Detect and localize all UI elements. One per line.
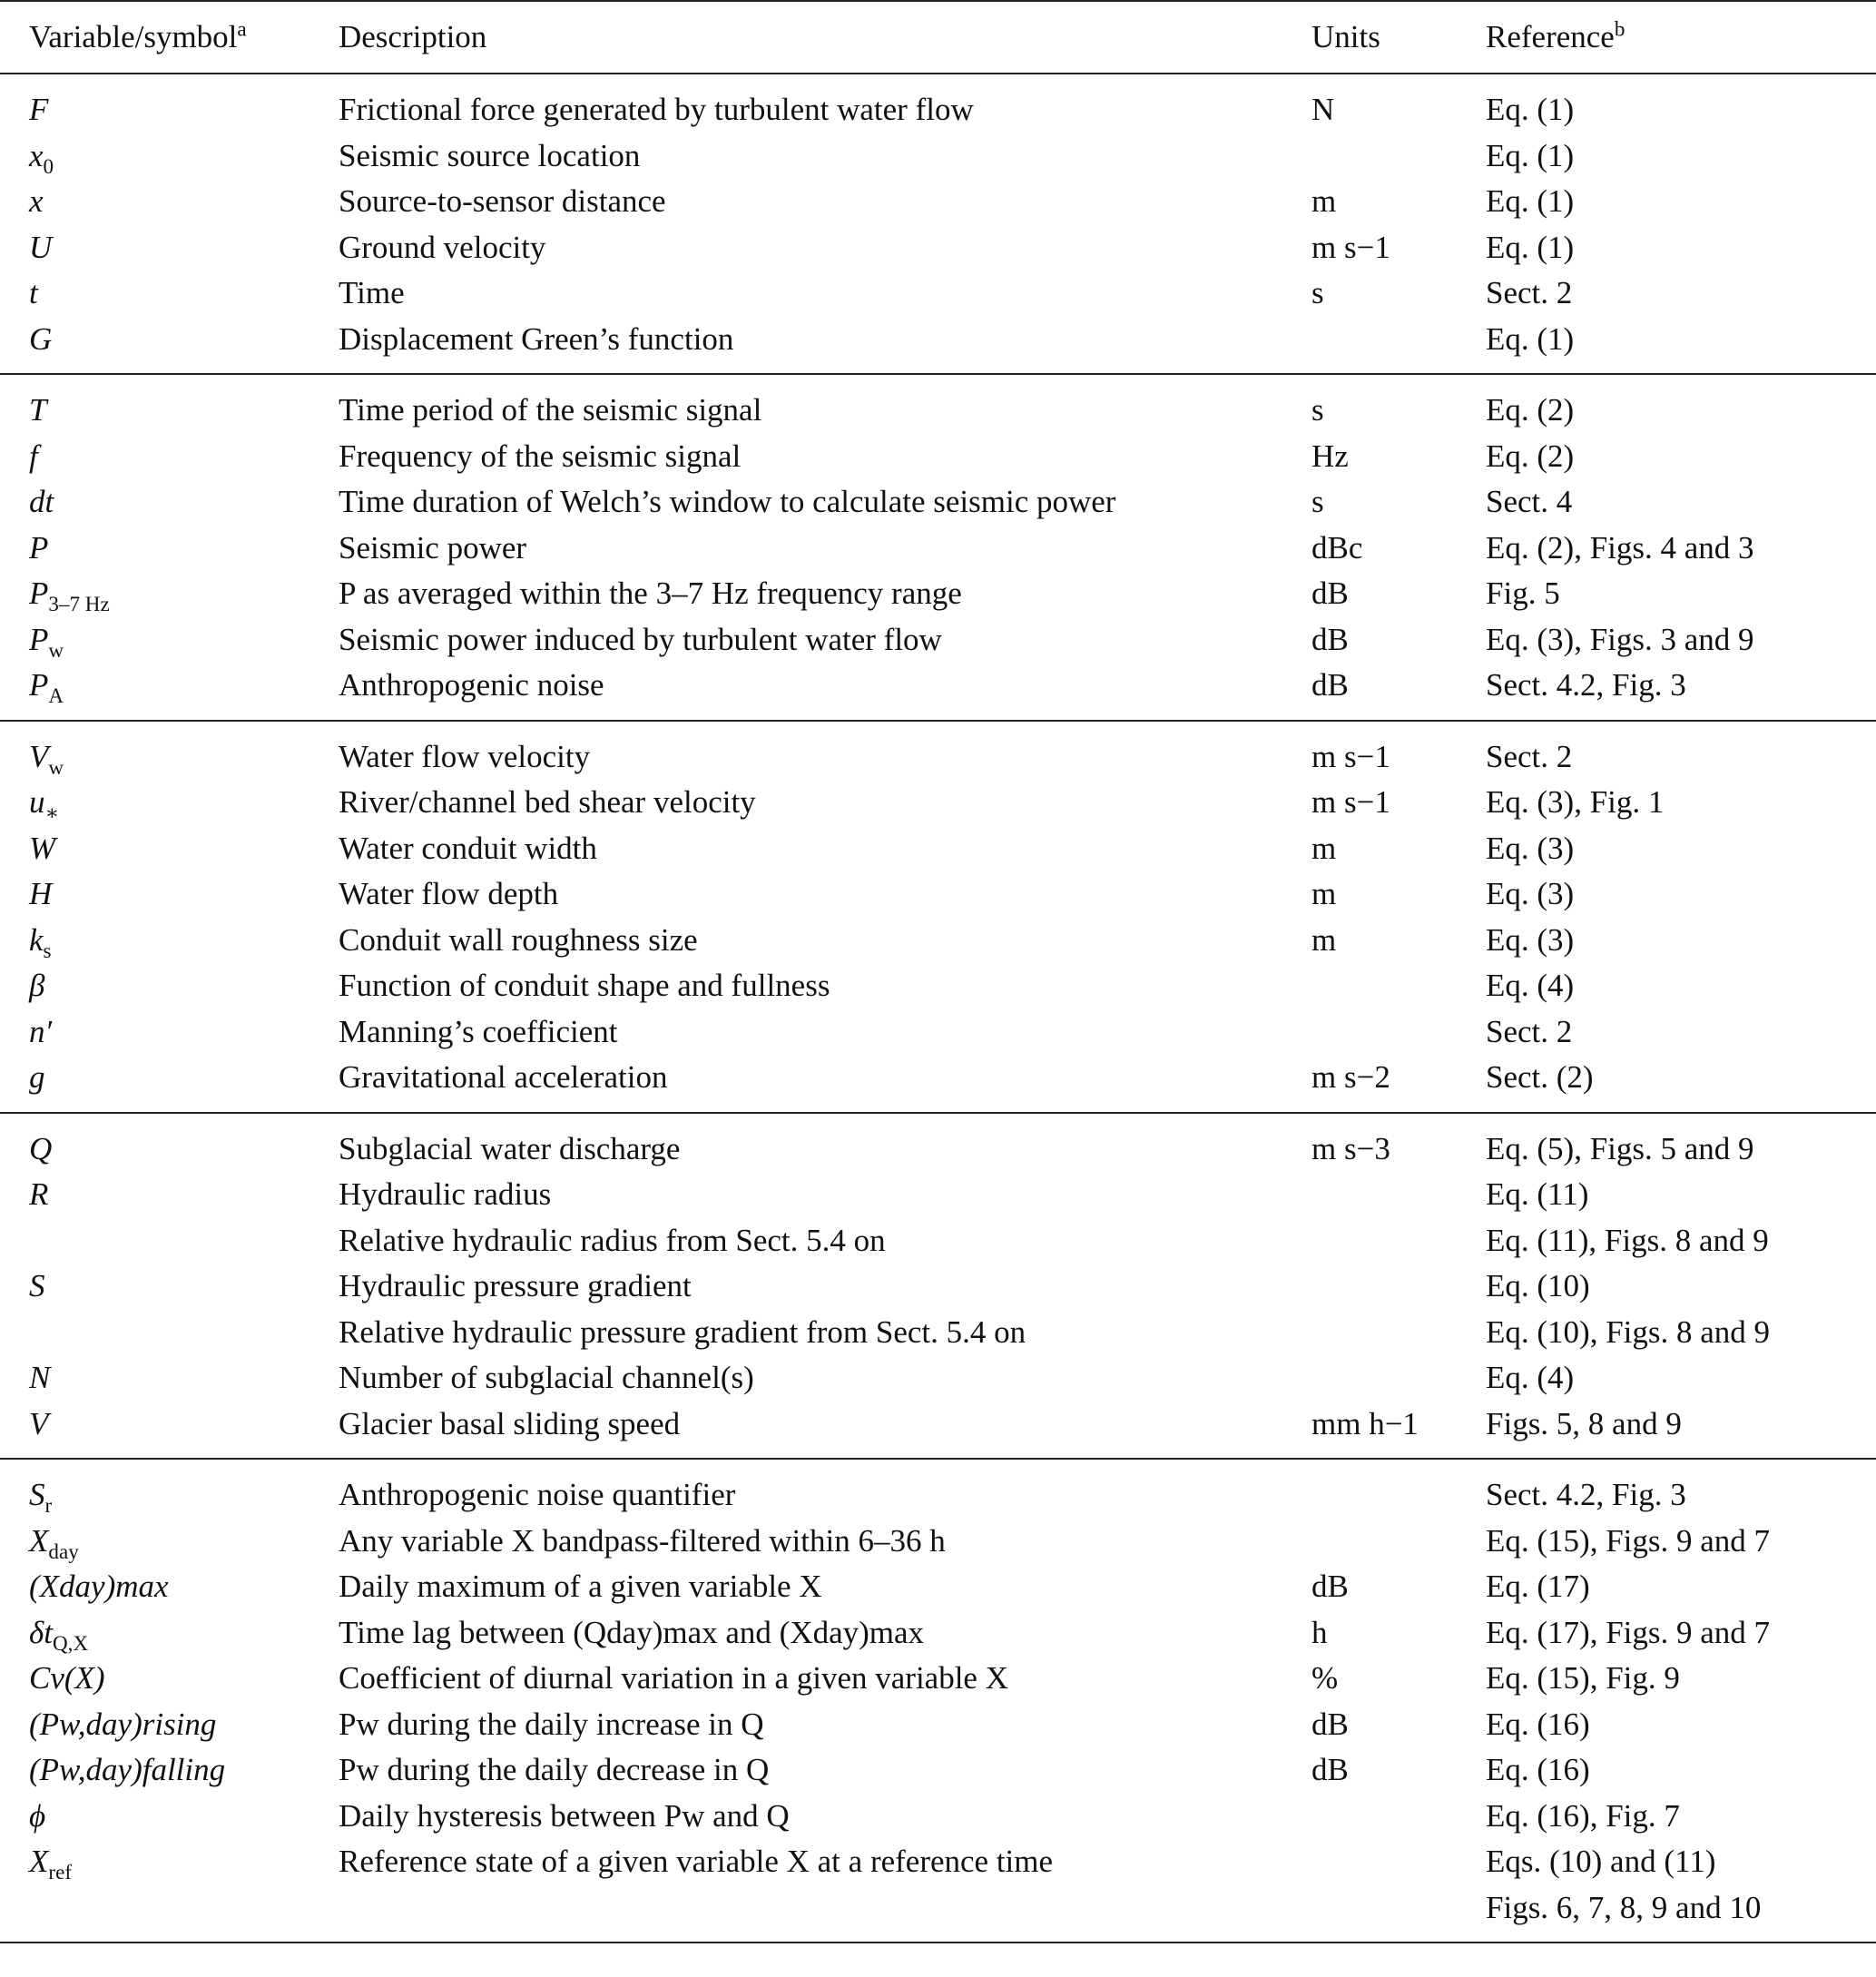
cell-description: Time	[339, 275, 405, 311]
cell-symbol	[0, 663, 339, 721]
table-row	[0, 1355, 1876, 1402]
cell-symbol	[0, 1218, 339, 1264]
symbol-text: k	[29, 921, 44, 958]
cell-reference: Sect. 2	[1486, 275, 1573, 311]
cell-symbol	[0, 721, 339, 781]
symbol-text: Cv(X)	[29, 1660, 105, 1697]
cell-reference: Fig. 5	[1486, 575, 1560, 612]
cell-description: Daily hysteresis between Pw and Q	[339, 1797, 790, 1834]
cell-symbol	[0, 780, 339, 826]
symbol-text: H	[29, 876, 53, 912]
cell-reference: Figs. 6, 7, 8, 9 and 10	[1486, 1889, 1762, 1925]
cell-symbol	[0, 1564, 339, 1610]
cell-reference: Eq. (4)	[1486, 968, 1575, 1004]
cell-description: Water flow velocity	[339, 738, 591, 774]
table-row	[0, 617, 1876, 664]
table-row	[0, 1402, 1876, 1460]
cell-symbol	[0, 1355, 339, 1402]
table-row	[0, 479, 1876, 526]
cell-reference: Eq. (3)	[1486, 876, 1575, 912]
symbol-text: δt	[29, 1614, 53, 1650]
cell-description: Frequency of the seismic signal	[339, 438, 742, 474]
cell-description: Relative hydraulic pressure gradient from Sect. 5.4 on	[339, 1313, 1026, 1350]
cell-description: Number of subglacial channel(s)	[339, 1360, 754, 1396]
symbol-text: n′	[29, 1013, 53, 1049]
cell-reference: Eq. (3), Fig. 1	[1486, 784, 1665, 821]
cell-description: Manning’s coefficient	[339, 1013, 618, 1049]
cell-reference: Eq. (15), Fig. 9	[1486, 1660, 1680, 1697]
cell-description: Relative hydraulic radius from Sect. 5.4 on	[339, 1222, 886, 1258]
cell-reference: Eq. (16)	[1486, 1752, 1590, 1788]
cell-symbol	[0, 1656, 339, 1702]
cell-units	[1311, 1355, 1486, 1402]
cell-reference: Eq. (16), Fig. 7	[1486, 1797, 1680, 1834]
cell-reference: Eq. (3), Figs. 3 and 9	[1486, 621, 1754, 657]
table-row	[0, 1839, 1876, 1885]
cell-units: dB	[1311, 621, 1349, 657]
table-group	[0, 374, 1876, 721]
table-group	[0, 1113, 1876, 1460]
cell-reference: Eq. (3)	[1486, 830, 1575, 866]
cell-symbol	[0, 571, 339, 617]
cell-symbol	[0, 918, 339, 964]
cell-reference: Eq. (1)	[1486, 183, 1575, 220]
symbol-text: S	[29, 1268, 45, 1304]
cell-reference: Eq. (11)	[1486, 1176, 1589, 1213]
cell-units	[1311, 133, 1486, 180]
cell-description: Water flow depth	[339, 876, 559, 912]
cell-reference: Sect. (2)	[1486, 1059, 1594, 1096]
cell-description: Source-to-sensor distance	[339, 183, 666, 220]
table-row	[0, 317, 1876, 375]
cell-symbol	[0, 526, 339, 572]
cell-symbol	[0, 1055, 339, 1113]
symbol-text: R	[29, 1176, 49, 1213]
cell-reference: Eq. (1)	[1486, 92, 1575, 128]
cell-units: dBc	[1311, 529, 1363, 566]
cell-description: Time period of the seismic signal	[339, 392, 762, 428]
header-row	[0, 1, 1876, 74]
cell-symbol	[0, 74, 339, 133]
table-row	[0, 1459, 1876, 1519]
symbol-text: X	[29, 1844, 49, 1880]
cell-units: m	[1311, 876, 1337, 912]
cell-description: Reference state of a given variable X at a reference time	[339, 1844, 1054, 1880]
cell-symbol	[0, 1113, 339, 1173]
table-row	[0, 1702, 1876, 1748]
cell-units: mm h−1	[1311, 1405, 1419, 1441]
header-reference: Reference$^b$	[1486, 16, 1626, 54]
cell-symbol	[0, 225, 339, 271]
cell-symbol	[0, 1172, 339, 1218]
cell-units	[1311, 1794, 1486, 1840]
cell-reference: Eq. (5), Figs. 5 and 9	[1486, 1130, 1754, 1166]
table-row	[0, 434, 1876, 480]
cell-units: m s−1	[1311, 784, 1390, 821]
cell-units: dB	[1311, 575, 1349, 612]
cell-description: Seismic source location	[339, 137, 641, 173]
table-row	[0, 721, 1876, 781]
cell-description: Daily maximum of a given variable X	[339, 1569, 822, 1605]
cell-units: h	[1311, 1614, 1328, 1650]
table-row	[0, 963, 1876, 1009]
table-row	[0, 918, 1876, 964]
cell-units	[1311, 1839, 1486, 1885]
symbol-subscript: w	[48, 754, 64, 779]
cell-units: s	[1311, 484, 1324, 520]
table-row	[0, 1564, 1876, 1610]
cell-units: dB	[1311, 1569, 1349, 1605]
cell-description: P as averaged within the 3–7 Hz frequency range	[339, 575, 962, 612]
symbol-subscript: A	[48, 684, 64, 708]
symbol-text: t	[29, 275, 38, 311]
table-row	[0, 826, 1876, 872]
table-row	[0, 133, 1876, 180]
cell-symbol	[0, 374, 339, 434]
cell-reference: Eq. (15), Figs. 9 and 7	[1486, 1522, 1771, 1559]
cell-reference: Sect. 2	[1486, 1013, 1573, 1049]
cell-symbol	[0, 1402, 339, 1460]
table-row	[0, 74, 1876, 133]
symbol-text: dt	[29, 484, 54, 520]
cell-units: m	[1311, 183, 1337, 220]
cell-description: Glacier basal sliding speed	[339, 1405, 681, 1441]
cell-description: Ground velocity	[339, 229, 546, 265]
cell-reference: Eq. (17), Figs. 9 and 7	[1486, 1614, 1771, 1650]
cell-symbol	[0, 826, 339, 872]
cell-symbol	[0, 1009, 339, 1056]
cell-description: Conduit wall roughness size	[339, 921, 698, 958]
cell-units: s	[1311, 275, 1324, 311]
table-row	[0, 1009, 1876, 1056]
cell-description: Displacement Green’s function	[339, 320, 734, 357]
cell-reference: Eq. (1)	[1486, 137, 1575, 173]
symbol-text: f	[29, 438, 38, 474]
table-row	[0, 1747, 1876, 1794]
cell-description: Subglacial water discharge	[339, 1130, 681, 1166]
symbol-text: F	[29, 92, 49, 128]
cell-reference: Eq. (1)	[1486, 320, 1575, 357]
cell-symbol	[0, 1610, 339, 1657]
cell-description: Anthropogenic noise quantifier	[339, 1477, 736, 1513]
cell-units: m	[1311, 921, 1337, 958]
cell-description: Hydraulic pressure gradient	[339, 1268, 692, 1304]
cell-description: Water conduit width	[339, 830, 597, 866]
cell-units: m s−3	[1311, 1130, 1390, 1166]
cell-description: Time lag between (Qday)max and (Xday)max	[339, 1614, 925, 1650]
cell-description: Anthropogenic noise	[339, 667, 604, 703]
symbol-text: P	[29, 529, 49, 566]
cell-units: m s−1	[1311, 738, 1390, 774]
cell-description: Pw during the daily increase in Q	[339, 1706, 764, 1742]
table-group	[0, 1459, 1876, 1943]
cell-description: Seismic power induced by turbulent water flow	[339, 621, 942, 657]
cell-units: dB	[1311, 1752, 1349, 1788]
cell-units	[1311, 1009, 1486, 1056]
table-row	[0, 1113, 1876, 1173]
symbol-text: X	[29, 1522, 49, 1559]
symbol-text: (Pw,day)falling	[29, 1752, 226, 1788]
cell-description: Time duration of Welch’s window to calculate seismic power	[339, 484, 1116, 520]
cell-units: m s−2	[1311, 1059, 1390, 1096]
cell-reference: Eq. (2)	[1486, 392, 1575, 428]
cell-symbol	[0, 317, 339, 375]
symbol-subscript: day	[48, 1539, 79, 1563]
symbol-text: (Pw,day)rising	[29, 1706, 217, 1742]
cell-reference: Eq. (2)	[1486, 438, 1575, 474]
symbol-text: x	[29, 137, 44, 173]
cell-reference: Eq. (10)	[1486, 1268, 1590, 1304]
cell-description: River/channel bed shear velocity	[339, 784, 756, 821]
table-row	[0, 374, 1876, 434]
symbol-text: U	[29, 229, 53, 265]
cell-reference: Eq. (11), Figs. 8 and 9	[1486, 1222, 1769, 1258]
symbol-text: u	[29, 784, 45, 821]
cell-symbol	[0, 1264, 339, 1310]
table-row	[0, 1885, 1876, 1943]
symbol-text: S	[29, 1477, 45, 1513]
cell-units	[1311, 1310, 1486, 1356]
cell-symbol	[0, 1885, 339, 1943]
cell-units: s	[1311, 392, 1324, 428]
cell-symbol	[0, 871, 339, 918]
symbol-text: P	[29, 575, 49, 612]
cell-units: m	[1311, 830, 1337, 866]
cell-reference: Sect. 4.2, Fig. 3	[1486, 667, 1686, 703]
cell-symbol	[0, 1747, 339, 1794]
cell-symbol	[0, 1839, 339, 1885]
cell-description: Frictional force generated by turbulent water flow	[339, 92, 974, 128]
symbol-text: P	[29, 667, 49, 703]
cell-symbol	[0, 1519, 339, 1565]
symbol-subscript: 3–7 Hz	[48, 592, 110, 616]
symbol-subscript: w	[48, 637, 64, 662]
cell-description	[339, 1885, 1311, 1943]
table-group	[0, 74, 1876, 374]
symbol-text: T	[29, 392, 47, 428]
cell-description: Seismic power	[339, 529, 527, 566]
cell-units: dB	[1311, 667, 1349, 703]
cell-symbol	[0, 133, 339, 180]
cell-units	[1311, 1172, 1486, 1218]
cell-units: dB	[1311, 1706, 1349, 1742]
symbol-text: P	[29, 621, 49, 657]
symbol-text: x	[29, 183, 44, 220]
table-row	[0, 663, 1876, 721]
table-row	[0, 270, 1876, 317]
table-row	[0, 179, 1876, 225]
symbol-subscript: 0	[43, 153, 54, 178]
table-row	[0, 1794, 1876, 1840]
cell-units: %	[1311, 1660, 1339, 1697]
symbol-text: V	[29, 738, 49, 774]
cell-symbol	[0, 1794, 339, 1840]
symbol-text: β	[29, 968, 45, 1004]
symbol-text: (Xday)max	[29, 1569, 169, 1605]
symbol-text: V	[29, 1405, 49, 1441]
cell-units	[1311, 317, 1486, 375]
symbol-text: G	[29, 320, 53, 357]
cell-reference: Eqs. (10) and (11)	[1486, 1844, 1716, 1880]
cell-description: Any variable X bandpass-filtered within 6–36 h	[339, 1522, 946, 1559]
cell-description: Hydraulic radius	[339, 1176, 552, 1213]
cell-reference: Figs. 5, 8 and 9	[1486, 1405, 1682, 1441]
cell-reference: Eq. (2), Figs. 4 and 3	[1486, 529, 1754, 566]
symbol-subscript: s	[43, 938, 52, 962]
symbol-subscript: r	[44, 1493, 53, 1518]
cell-symbol	[0, 434, 339, 480]
table-row	[0, 1264, 1876, 1310]
table-row	[0, 1172, 1876, 1218]
cell-description: Gravitational acceleration	[339, 1059, 668, 1096]
symbol-subscript: ∗	[44, 801, 60, 825]
symbol-subscript: ref	[48, 1860, 73, 1884]
symbol-text: g	[29, 1059, 45, 1096]
symbol-text: ϕ	[29, 1797, 46, 1834]
header-description: Description	[339, 19, 487, 54]
table-row	[0, 1310, 1876, 1356]
cell-reference: Sect. 4.2, Fig. 3	[1486, 1477, 1686, 1513]
cell-units: N	[1311, 92, 1335, 128]
header-units: Units	[1311, 19, 1380, 54]
cell-symbol	[0, 1702, 339, 1748]
cell-symbol	[0, 1310, 339, 1356]
cell-symbol	[0, 179, 339, 225]
table-group	[0, 721, 1876, 1113]
symbol-subscript: Q,X	[53, 1630, 89, 1655]
cell-symbol	[0, 963, 339, 1009]
cell-reference: Sect. 2	[1486, 738, 1573, 774]
table-row	[0, 225, 1876, 271]
cell-units	[1311, 1519, 1486, 1565]
cell-units	[1311, 963, 1486, 1009]
cell-description: Pw during the daily decrease in Q	[339, 1752, 770, 1788]
cell-reference: Eq. (1)	[1486, 229, 1575, 265]
table-row	[0, 780, 1876, 826]
cell-units	[1311, 1218, 1486, 1264]
cell-symbol	[0, 479, 339, 526]
cell-symbol	[0, 1459, 339, 1519]
table-row	[0, 1519, 1876, 1565]
cell-description: Function of conduit shape and fullness	[339, 968, 830, 1004]
cell-reference: Eq. (17)	[1486, 1569, 1590, 1605]
cell-units: m s−1	[1311, 229, 1390, 265]
cell-symbol	[0, 270, 339, 317]
table-row	[0, 1055, 1876, 1113]
cell-reference: Eq. (10), Figs. 8 and 9	[1486, 1313, 1771, 1350]
cell-reference: Eq. (4)	[1486, 1360, 1575, 1396]
symbol-text: N	[29, 1360, 51, 1396]
header-symbol: Variable/symbol$^a$	[29, 16, 247, 54]
table-row	[0, 526, 1876, 572]
cell-units: Hz	[1311, 438, 1349, 474]
cell-description: Coefficient of diurnal variation in a given variable X	[339, 1660, 1008, 1697]
table-row	[0, 1656, 1876, 1702]
cell-reference: Eq. (3)	[1486, 921, 1575, 958]
table-row	[0, 1218, 1876, 1264]
table-row	[0, 571, 1876, 617]
cell-reference: Eq. (16)	[1486, 1706, 1590, 1742]
table-row	[0, 871, 1876, 918]
cell-units	[1311, 1885, 1486, 1943]
symbol-text: Q	[29, 1130, 53, 1166]
table-row	[0, 1610, 1876, 1657]
cell-reference: Sect. 4	[1486, 484, 1573, 520]
symbol-text: W	[29, 830, 56, 866]
cell-symbol	[0, 617, 339, 664]
cell-units	[1311, 1264, 1486, 1310]
cell-units	[1311, 1459, 1486, 1519]
